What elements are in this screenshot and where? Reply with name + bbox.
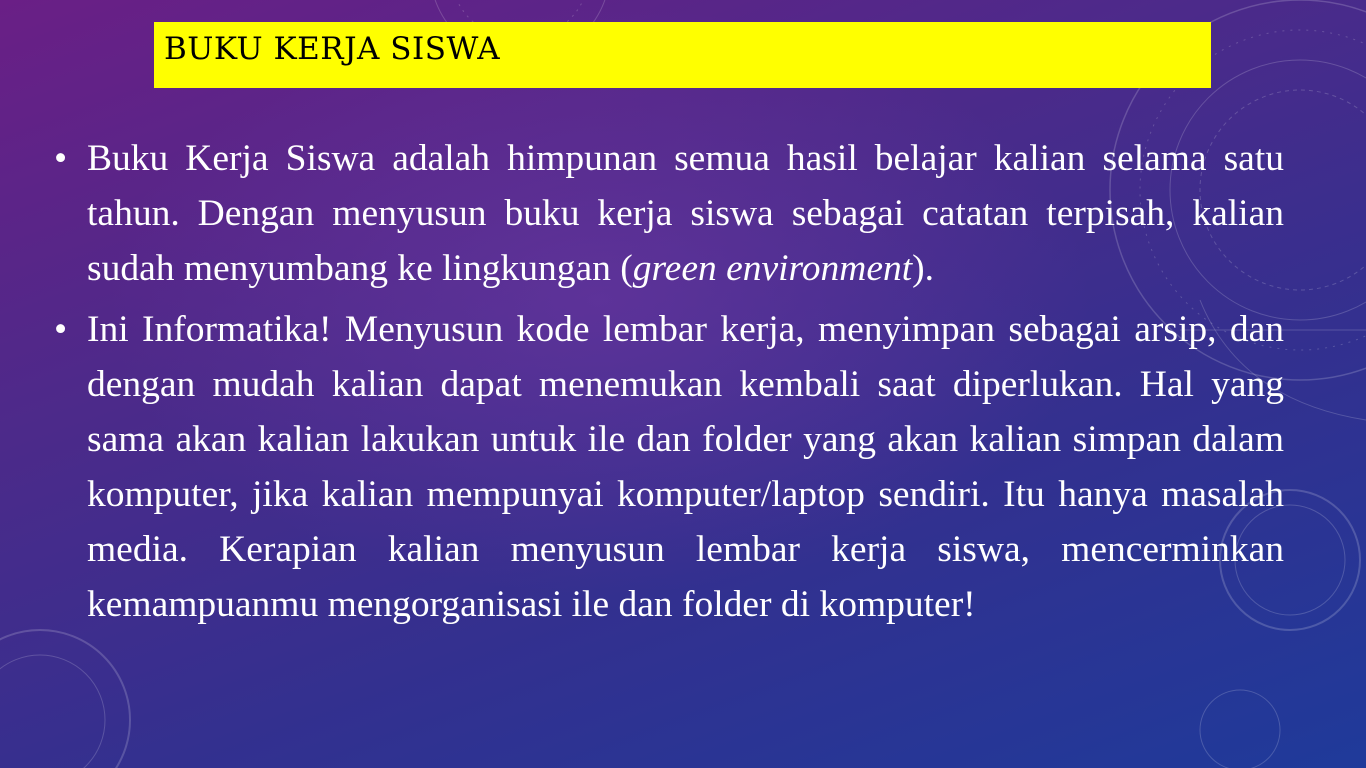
bullet-text: Ini Informatika! Menyusun kode lembar kerja, menyimpan sebagai arsip, dan dengan mudah kalian dapat menemukan kembali saat diperlukan. Hal yang sama akan kalian lakukan untuk ile dan folder yang akan kalian simpan dalam komputer, jika kalian mempunyai komputer/laptop sendiri. Itu hanya masalah media. Kerapian kalian menyusun lembar kerja siswa, mencerminkan kemampuanmu mengorganisasi ile dan folder di komputer! <box>87 309 1284 625</box>
bullet-text: Buku Kerja Siswa adalah himpunan semua hasil belajar kalian selama satu tahun. Dengan menyusun buku kerja siswa sebagai catatan terpisah, kalian sudah menyumbang ke lingkungan ( <box>87 138 1284 289</box>
bullet-italic-text: green environment <box>632 248 913 289</box>
bullet-text-end: ). <box>912 248 935 289</box>
bullet-item <box>50 131 1284 296</box>
bullet-marker: • <box>54 309 68 350</box>
title-banner <box>154 22 1211 88</box>
bullet-marker: • <box>54 138 68 179</box>
slide-title: BUKU KERJA SISWA <box>164 31 501 67</box>
slide-body <box>50 131 1284 638</box>
bullet-item <box>50 302 1284 632</box>
